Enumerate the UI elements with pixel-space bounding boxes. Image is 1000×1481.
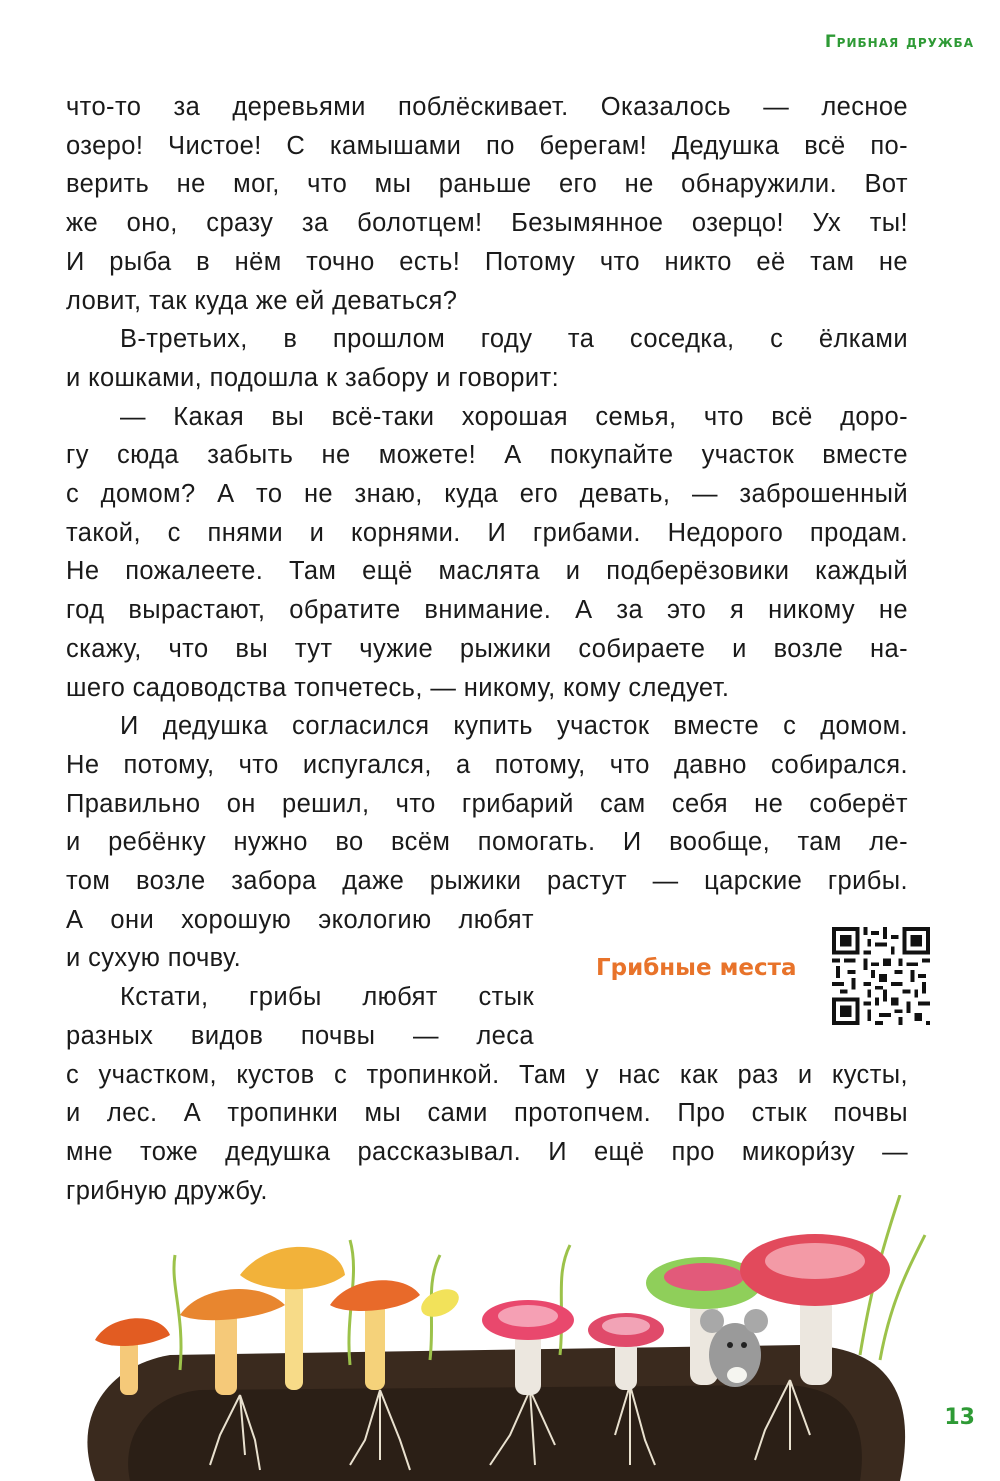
text-line: с участком, кустов с тропинкой. Там у нас как раз и кусты, (66, 1060, 908, 1089)
text-line: скажу, что вы тут чужие рыжики собираете и возле на- (66, 634, 908, 663)
text-line: А они хорошую экологию любят (66, 905, 534, 934)
text-line: том возле забора даже рыжики растут — царские грибы. (66, 867, 908, 896)
text-line: Не пожалеете. Там ещё маслята и подберёзовики каждый (66, 557, 908, 586)
running-header: Грибная дружба (824, 32, 974, 52)
text-line: мне тоже дедушка рассказывал. И ещё про микори́зу — (66, 1137, 908, 1166)
text-line: озеро! Чистое! С камышами по берегам! Дедушка всё по- (66, 131, 908, 160)
text-line: разных видов почвы — леса (66, 1021, 534, 1050)
paragraph-2 (66, 320, 908, 397)
sidebar-label: Грибные места (596, 955, 797, 981)
text-line: Кстати, грибы любят стык (120, 983, 534, 1012)
paragraph-1 (66, 88, 908, 320)
text-line: же оно, сразу за болотцем! Безымянное озерцо! Ух ты! (66, 209, 908, 238)
mushrooms-and-mouse-illustration (0, 1195, 1000, 1481)
paragraph-3 (66, 398, 908, 708)
text-line: Правильно он решил, что грибарий сам себя не соберёт (66, 789, 908, 818)
text-line: и лес. А тропинки мы сами протопчем. Про стык почвы (66, 1099, 908, 1128)
text-line: год вырастают, обратите внимание. А за это я никому не (66, 596, 908, 625)
text-line: И рыба в нём точно есть! Потому что никто её там не (66, 247, 908, 276)
text-line: с домом? А то не знаю, куда его девать, — заброшенный (66, 480, 908, 509)
qr-code-icon[interactable] (832, 927, 930, 1025)
text-line: и ребёнку нужно во всём помогать. И вообще, там ле- (66, 828, 908, 857)
text-line: гу сюда забыть не можете! А покупайте участок вместе (66, 441, 908, 470)
text-line: грибную дружбу. (66, 1176, 268, 1205)
page-number: 13 (944, 1405, 975, 1430)
text-line: ловит, так куда же ей деваться? (66, 286, 458, 315)
text-line: такой, с пнями и корнями. И грибами. Недорого продам. (66, 518, 908, 547)
text-block (66, 88, 908, 1210)
text-line: и сухую почву. (66, 944, 242, 973)
text-line: шего садоводства топчетесь, — никому, кому следует. (66, 673, 730, 702)
mushroom-places-sidebar (596, 925, 936, 1030)
text-line: и кошками, подошла к забору и говорит: (66, 363, 560, 392)
text-line: верить не мог, что мы раньше его не обнаружили. Вот (66, 170, 908, 199)
text-line: — Какая вы всё-таки хорошая семья, что всё доро- (120, 402, 908, 431)
text-line: Не потому, что испугался, а потому, что давно собирался. (66, 750, 908, 779)
text-line: В-третьих, в прошлом году та соседка, с ёлками (120, 325, 908, 354)
text-line: И дедушка согласился купить участок вместе с домом. (120, 712, 908, 741)
text-line: что-то за деревьями поблёскивает. Оказалось — лесное (66, 93, 908, 121)
